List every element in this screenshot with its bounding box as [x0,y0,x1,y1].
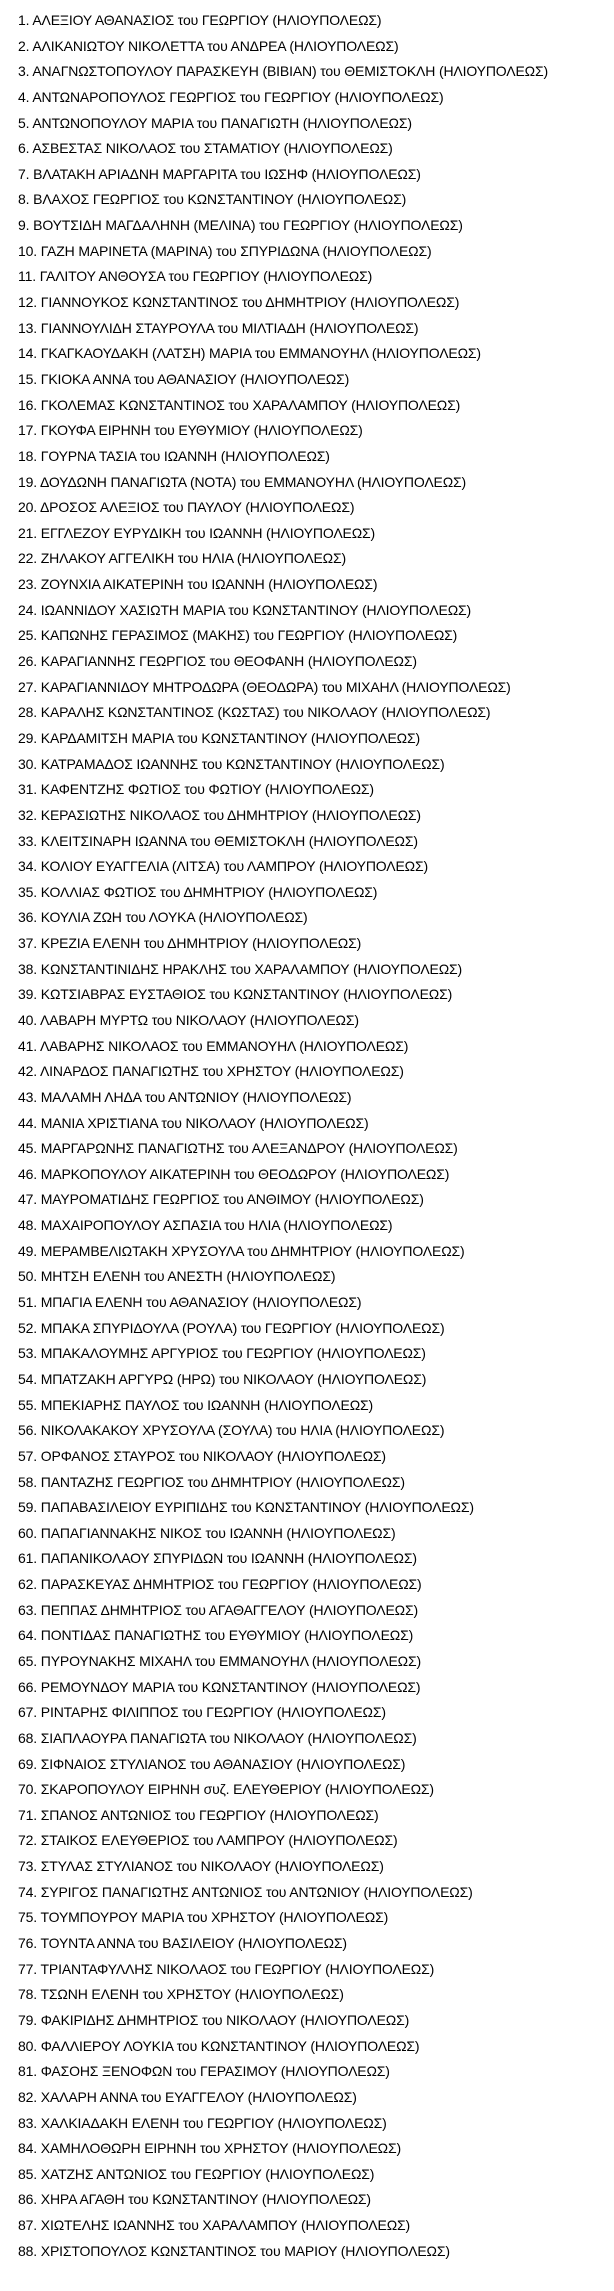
list-item [0,2111,614,2137]
list-item-number: 88. [18,2242,38,2259]
list-item-text: ΛΑΒΑΡΗΣ ΝΙΚΟΛΑΟΣ του ΕΜΜΑΝΟΥΗΛ (ΗΛΙΟΥΠΟΛΕΩΣ) [39,1037,409,1054]
list-item-text: ΤΟΥΝΤΑ ΑΝΝΑ του ΒΑΣΙΛΕΙΟΥ (ΗΛΙΟΥΠΟΛΕΩΣ) [40,1935,347,1952]
list-item-number: 83. [18,2114,38,2131]
list-item-number: 49. [18,1242,38,1259]
list-item-text: ΠΕΠΠΑΣ ΔΗΜΗΤΡΙΟΣ του ΑΓΑΘΑΓΓΕΛΟΥ (ΗΛΙΟΥΠΟΛΕΩΣ) [40,1601,419,1618]
list-item [0,1675,614,1701]
list-item-number: 1. [18,12,30,28]
list-item-number: 78. [18,1986,38,2003]
list-item-text: ΦΑΣΟΗΣ ΞΕΝΟΦΩΝ του ΓΕΡΑΣΙΜΟΥ (ΗΛΙΟΥΠΟΛΕΩΣ) [40,2063,390,2080]
list-item [0,239,614,265]
list-item [0,598,614,624]
list-item-number: 16. [18,396,38,413]
list-item-number: 43. [18,1088,38,1105]
list-item-text: ΖΗΛΑΚΟΥ ΑΓΓΕΛΙΚΗ του ΗΛΙΑ (ΗΛΙΟΥΠΟΛΕΩΣ) [40,550,346,567]
list-item [0,1187,614,1213]
list-item-number: 44. [18,1114,38,1131]
list-item-text: ΜΕΡΑΜΒΕΛΙΩΤΑΚΗ ΧΡΥΣΟΥΛΑ του ΔΗΜΗΤΡΙΟΥ (ΗΛΙΟΥΠΟΛΕΩΣ) [40,1242,465,1259]
list-item [0,829,614,855]
list-item-number: 36. [18,909,38,926]
list-item [0,777,614,803]
list-item-text: ΧΑΛΑΡΗ ΑΝΝΑ του ΕΥΑΓΓΕΛΟΥ (ΗΛΙΟΥΠΟΛΕΩΣ) [40,2088,357,2105]
list-item [0,931,614,957]
list-item [0,316,614,342]
list-item-text: ΤΟΥΜΠΟΥΡΟΥ ΜΑΡΙΑ του ΧΡΗΣΤΟΥ (ΗΛΙΟΥΠΟΛΕΩΣ) [40,1909,389,1926]
list-item-text: ΧΑΜΗΛΟΘΩΡΗ ΕΙΡΗΝΗ του ΧΡΗΣΤΟΥ (ΗΛΙΟΥΠΟΛΕΩΣ) [40,2140,402,2157]
list-item-number: 85. [18,2165,38,2182]
list-item-number: 74. [18,1883,38,1900]
list-item-number: 10. [18,242,38,259]
list-item [0,470,614,496]
list-item [0,1213,614,1239]
list-item [0,1444,614,1470]
list-item-number: 23. [18,576,38,593]
list-item-number: 64. [18,1627,38,1644]
list-item-number: 76. [18,1935,38,1952]
list-item-text: ΚΟΥΛΙΑ ΖΩΗ του ΛΟΥΚΑ (ΗΛΙΟΥΠΟΛΕΩΣ) [40,909,308,926]
list-item-text: ΚΑΡΑΛΗΣ ΚΩΝΣΤΑΝΤΙΝΟΣ (ΚΩΣΤΑΣ) του ΝΙΚΟΛΑΟΥ (ΗΛΙΟΥΠΟΛΕΩΣ) [40,704,491,721]
list-item-number: 40. [18,1011,38,1028]
list-item-text: ΑΛΕΞΙΟΥ ΑΘΑΝΑΣΙΟΣ του ΓΕΩΡΓΙΟΥ (ΗΛΙΟΥΠΟΛΕΩΣ) [32,12,382,28]
list-item [0,957,614,983]
list-item [0,2187,614,2213]
list-item-text: ΧΑΛΚΙΑΔΑΚΗ ΕΛΕΝΗ του ΓΕΩΡΓΙΟΥ (ΗΛΙΟΥΠΟΛΕΩΣ) [40,2114,387,2131]
list-item [0,495,614,521]
list-item-number: 47. [18,1191,38,1208]
list-item [0,1854,614,1880]
list-item-number: 26. [18,653,38,670]
list-item [0,1957,614,1983]
list-item-text: ΧΗΡΑ ΑΓΑΘΗ του ΚΩΝΣΤΑΝΤΙΝΟΥ (ΗΛΙΟΥΠΟΛΕΩΣ) [40,2191,371,2208]
list-item-text: ΧΙΩΤΕΛΗΣ ΙΩΑΝΝΗΣ του ΧΑΡΑΛΑΜΠΟΥ (ΗΛΙΟΥΠΟΛΕΩΣ) [40,2217,411,2234]
list-item-text: ΜΑΧΑΙΡΟΠΟΥΛΟΥ ΑΣΠΑΣΙΑ του ΗΛΙΑ (ΗΛΙΟΥΠΟΛΕΩΣ) [40,1217,393,1234]
list-item-text: ΓΙΑΝΝΟΥΚΟΣ ΚΩΝΣΤΑΝΤΙΝΟΣ του ΔΗΜΗΤΡΙΟΥ (ΗΛΙΟΥΠΟΛΕΩΣ) [40,294,460,311]
list-item-number: 6. [18,140,30,157]
list-item-text: ΣΚΑΡΟΠΟΥΛΟΥ ΕΙΡΗΝΗ συζ. ΕΛΕΥΘΕΡΙΟΥ (ΗΛΙΟΥΠΟΛΕΩΣ) [40,1781,434,1798]
list-item-text: ΒΛΑΧΟΣ ΓΕΩΡΓΙΟΣ του ΚΩΝΣΤΑΝΤΙΝΟΥ (ΗΛΙΟΥΠΟΛΕΩΣ) [33,191,407,208]
list-item-text: ΚΑΤΡΑΜΑΔΟΣ ΙΩΑΝΝΗΣ του ΚΩΝΣΤΑΝΤΙΝΟΥ (ΗΛΙΟΥΠΟΛΕΩΣ) [40,755,445,772]
list-item-number: 69. [18,1755,38,1772]
list-item-text: ΣΥΡΙΓΟΣ ΠΑΝΑΓΙΩΤΗΣ ΑΝΤΩΝΙΟΣ του ΑΝΤΩΝΙΟΥ (ΗΛΙΟΥΠΟΛΕΩΣ) [40,1883,473,1900]
list-item-number: 5. [18,114,30,131]
list-item [0,726,614,752]
list-item [0,1008,614,1034]
list-item-text: ΚΑΡΑΓΙΑΝΝΗΣ ΓΕΩΡΓΙΟΣ του ΘΕΟΦΑΝΗ (ΗΛΙΟΥΠΟΛΕΩΣ) [40,653,417,670]
list-item-number: 42. [18,1063,38,1080]
list-item [0,1290,614,1316]
list-item-text: ΟΡΦΑΝΟΣ ΣΤΑΥΡΟΣ του ΝΙΚΟΛΑΟΥ (ΗΛΙΟΥΠΟΛΕΩΣ) [40,1447,386,1464]
list-item-text: ΛΙΝΑΡΔΟΣ ΠΑΝΑΓΙΩΤΗΣ του ΧΡΗΣΤΟΥ (ΗΛΙΟΥΠΟΛΕΩΣ) [39,1063,404,1080]
list-item [0,1803,614,1829]
list-item [0,982,614,1008]
list-item-number: 52. [18,1319,38,1336]
list-item-text: ΦΑΛΛΙΕΡΟΥ ΛΟΥΚΙΑ του ΚΩΝΣΤΑΝΤΙΝΟΥ (ΗΛΙΟΥΠΟΛΕΩΣ) [40,2037,420,2054]
list-item [0,1495,614,1521]
list-item [0,2034,614,2060]
candidate-list [0,8,614,2264]
list-item-number: 70. [18,1781,38,1798]
list-item-number: 50. [18,1268,38,1285]
list-item [0,649,614,675]
list-item-text: ΓΚΟΥΦΑ ΕΙΡΗΝΗ του ΕΥΘΥΜΙΟΥ (ΗΛΙΟΥΠΟΛΕΩΣ) [40,422,363,439]
list-item-number: 80. [18,2037,38,2054]
list-item-text: ΣΠΑΝΟΣ ΑΝΤΩΝΙΟΣ του ΓΕΩΡΓΙΟΥ (ΗΛΙΟΥΠΟΛΕΩΣ) [40,1806,379,1823]
list-item [0,1598,614,1624]
list-item-text: ΜΠΑΓΙΑ ΕΛΕΝΗ του ΑΘΑΝΑΣΙΟΥ (ΗΛΙΟΥΠΟΛΕΩΣ) [40,1294,362,1311]
list-item [0,34,614,60]
list-item [0,1034,614,1060]
list-item-text: ΚΛΕΙΤΣΙΝΑΡΗ ΙΩΑΝΝΑ του ΘΕΜΙΣΤΟΚΛΗ (ΗΛΙΟΥΠΟΛΕΩΣ) [40,832,418,849]
list-item-number: 73. [18,1858,38,1875]
list-item-number: 7. [18,165,30,182]
list-item-text: ΓΙΑΝΝΟΥΛΙΔΗ ΣΤΑΥΡΟΥΛΑ του ΜΙΛΤΙΑΔΗ (ΗΛΙΟΥΠΟΛΕΩΣ) [40,319,419,336]
list-item-number: 62. [18,1576,38,1593]
list-item [0,418,614,444]
list-item [0,2059,614,2085]
list-item [0,1572,614,1598]
list-item-number: 33. [18,832,38,849]
list-item [0,1982,614,2008]
list-item-text: ΠΑΠΑΒΑΣΙΛΕΙΟΥ ΕΥΡΙΠΙΔΗΣ του ΚΩΝΣΤΑΝΤΙΝΟΥ (ΗΛΙΟΥΠΟΛΕΩΣ) [40,1499,474,1516]
list-item [0,1111,614,1137]
list-item [0,546,614,572]
list-item-text: ΚΑΠΩΝΗΣ ΓΕΡΑΣΙΜΟΣ (ΜΑΚΗΣ) του ΓΕΩΡΓΙΟΥ (ΗΛΙΟΥΠΟΛΕΩΣ) [40,627,458,644]
list-item [0,1470,614,1496]
list-item [0,521,614,547]
list-item-text: ΦΑΚΙΡΙΔΗΣ ΔΗΜΗΤΡΙΟΣ του ΝΙΚΟΛΑΟΥ (ΗΛΙΟΥΠΟΛΕΩΣ) [40,2011,410,2028]
list-item-number: 54. [18,1370,38,1387]
list-item [0,2008,614,2034]
list-item-number: 65. [18,1653,38,1669]
list-item [0,1264,614,1290]
list-item-text: ΒΟΥΤΣΙΔΗ ΜΑΓΔΑΛΗΝΗ (ΜΕΛΙΝΑ) του ΓΕΩΡΓΙΟΥ (ΗΛΙΟΥΠΟΛΕΩΣ) [33,217,463,234]
list-item [0,444,614,470]
list-item-number: 37. [18,935,38,952]
list-item-text: ΓΚΙΟΚΑ ΑΝΝΑ του ΑΘΑΝΑΣΙΟΥ (ΗΛΙΟΥΠΟΛΕΩΣ) [40,370,350,387]
list-item [0,1880,614,1906]
list-item-text: ΚΑΡΔΑΜΙΤΣΗ ΜΑΡΙΑ του ΚΩΝΣΤΑΝΤΙΝΟΥ (ΗΛΙΟΥΠΟΛΕΩΣ) [40,729,420,746]
list-item [0,393,614,419]
list-item-number: 24. [18,601,38,618]
list-item-number: 48. [18,1217,38,1234]
list-item [0,1393,614,1419]
list-item-text: ΙΩΑΝΝΙΔΟΥ ΧΑΣΙΩΤΗ ΜΑΡΙΑ του ΚΩΝΣΤΑΝΤΙΝΟΥ (ΗΛΙΟΥΠΟΛΕΩΣ) [40,601,472,618]
list-item [0,752,614,778]
list-item-text: ΚΑΡΑΓΙΑΝΝΙΔΟΥ ΜΗΤΡΟΔΩΡΑ (ΘΕΟΔΩΡΑ) του ΜΙΧΑΗΛ (ΗΛΙΟΥΠΟΛΕΩΣ) [40,678,511,695]
list-item-text: ΑΝΤΩΝΑΡΟΠΟΥΛΟΣ ΓΕΩΡΓΙΟΣ του ΓΕΩΡΓΙΟΥ (ΗΛΙΟΥΠΟΛΕΩΣ) [32,88,444,105]
list-item-text: ΡΕΜΟΥΝΔΟΥ ΜΑΡΙΑ του ΚΩΝΣΤΑΝΤΙΝΟΥ (ΗΛΙΟΥΠΟΛΕΩΣ) [40,1678,421,1695]
list-item-number: 41. [18,1037,38,1054]
list-item-text: ΓΚΑΓΚΑΟΥΔΑΚΗ (ΛΑΤΣΗ) ΜΑΡΙΑ του ΕΜΜΑΝΟΥΗΛ (ΗΛΙΟΥΠΟΛΕΩΣ) [40,345,481,362]
list-item-number: 3. [18,63,30,80]
list-item-text: ΠΑΝΤΑΖΗΣ ΓΕΩΡΓΙΟΣ του ΔΗΜΗΤΡΙΟΥ (ΗΛΙΟΥΠΟΛΕΩΣ) [40,1473,405,1490]
list-item-text: ΠΑΠΑΝΙΚΟΛΑΟΥ ΣΠΥΡΙΔΩΝ του ΙΩΑΝΝΗ (ΗΛΙΟΥΠΟΛΕΩΣ) [40,1550,417,1567]
list-item-text: ΜΑΛΑΜΗ ΛΗΔΑ του ΑΝΤΩΝΙΟΥ (ΗΛΙΟΥΠΟΛΕΩΣ) [40,1088,352,1105]
list-item-number: 27. [18,678,38,695]
list-item [0,1623,614,1649]
list-item-number: 9. [18,217,30,234]
list-item-number: 61. [18,1550,38,1567]
list-item-text: ΓΟΥΡΝΑ ΤΑΣΙΑ του ΙΩΑΝΝΗ (ΗΛΙΟΥΠΟΛΕΩΣ) [40,447,330,464]
list-item-text: ΠΑΠΑΓΙΑΝΝΑΚΗΣ ΝΙΚΟΣ του ΙΩΑΝΝΗ (ΗΛΙΟΥΠΟΛΕΩΣ) [40,1524,396,1541]
list-item-text: ΣΙΦΝΑΙΟΣ ΣΤΥΛΙΑΝΟΣ του ΑΘΑΝΑΣΙΟΥ (ΗΛΙΟΥΠΟΛΕΩΣ) [40,1755,406,1772]
list-item-number: 45. [18,1140,38,1157]
list-item-number: 32. [18,806,38,823]
list-item-number: 53. [18,1345,38,1362]
list-item-text: ΣΤΑΙΚΟΣ ΕΛΕΥΘΕΡΙΟΣ του ΛΑΜΠΡΟΥ (ΗΛΙΟΥΠΟΛΕΩΣ) [40,1832,398,1849]
list-item-number: 75. [18,1909,38,1926]
list-item-text: ΜΑΡΚΟΠΟΥΛΟΥ ΑΙΚΑΤΕΡΙΝΗ του ΘΕΟΔΩΡΟΥ (ΗΛΙΟΥΠΟΛΕΩΣ) [40,1165,450,1182]
list-item-number: 55. [18,1396,38,1413]
list-item-number: 22. [18,550,38,567]
list-item-number: 17. [18,422,38,439]
list-item [0,623,614,649]
list-item-text: ΚΑΦΕΝΤΖΗΣ ΦΩΤΙΟΣ του ΦΩΤΙΟΥ (ΗΛΙΟΥΠΟΛΕΩΣ) [40,781,374,798]
list-item-text: ΚΩΤΣΙΑΒΡΑΣ ΕΥΣΤΑΘΙΟΣ του ΚΩΝΣΤΑΝΤΙΝΟΥ (ΗΛΙΟΥΠΟΛΕΩΣ) [40,986,453,1003]
list-item-text: ΜΠΑΚΑ ΣΠΥΡΙΔΟΥΛΑ (ΡΟΥΛΑ) του ΓΕΩΡΓΙΟΥ (ΗΛΙΟΥΠΟΛΕΩΣ) [40,1319,445,1336]
list-item-number: 25. [18,627,38,644]
list-item [0,1649,614,1675]
list-item-text: ΚΩΝΣΤΑΝΤΙΝΙΔΗΣ ΗΡΑΚΛΗΣ του ΧΑΡΑΛΑΜΠΟΥ (ΗΛΙΟΥΠΟΛΕΩΣ) [40,960,463,977]
list-item-number: 46. [18,1165,38,1182]
list-item-number: 72. [18,1832,38,1849]
list-item-number: 58. [18,1473,38,1490]
list-item [0,2239,614,2265]
list-item-number: 79. [18,2011,38,2028]
list-item-text: ΑΝΤΩΝΟΠΟΥΛΟΥ ΜΑΡΙΑ του ΠΑΝΑΓΙΩΤΗ (ΗΛΙΟΥΠΟΛΕΩΣ) [32,114,412,131]
list-item-number: 19. [18,473,38,490]
list-item [0,880,614,906]
list-item-text: ΠΑΡΑΣΚΕΥΑΣ ΔΗΜΗΤΡΙΟΣ του ΓΕΩΡΓΙΟΥ (ΗΛΙΟΥΠΟΛΕΩΣ) [40,1576,422,1593]
list-item-text: ΧΑΤΖΗΣ ΑΝΤΩΝΙΟΣ του ΓΕΩΡΓΙΟΥ (ΗΛΙΟΥΠΟΛΕΩΣ) [40,2165,375,2182]
list-item [0,1085,614,1111]
list-item [0,2085,614,2111]
list-item-text: ΡΙΝΤΑΡΗΣ ΦΙΛΙΠΠΟΣ του ΓΕΩΡΓΙΟΥ (ΗΛΙΟΥΠΟΛΕΩΣ) [40,1704,386,1721]
list-item-number: 86. [18,2191,38,2208]
list-item-text: ΠΟΝΤΙΔΑΣ ΠΑΝΑΓΙΩΤΗΣ του ΕΥΘΥΜΙΟΥ (ΗΛΙΟΥΠΟΛΕΩΣ) [40,1627,414,1644]
list-item-number: 35. [18,883,38,900]
list-item-number: 12. [18,294,38,311]
list-item-text: ΚΟΛΛΙΑΣ ΦΩΤΙΟΣ του ΔΗΜΗΤΡΙΟΥ (ΗΛΙΟΥΠΟΛΕΩΣ) [40,883,378,900]
list-item [0,1931,614,1957]
list-item-text: ΣΙΑΠΛΑΟΥΡΑ ΠΑΝΑΓΙΩΤΑ του ΝΙΚΟΛΑΟΥ (ΗΛΙΟΥΠΟΛΕΩΣ) [40,1729,417,1746]
list-item-text: ΓΑΛΙΤΟΥ ΑΝΘΟΥΣΑ του ΓΕΩΡΓΙΟΥ (ΗΛΙΟΥΠΟΛΕΩΣ) [39,268,373,285]
list-item-text: ΜΗΤΣΗ ΕΛΕΝΗ του ΑΝΕΣΤΗ (ΗΛΙΟΥΠΟΛΕΩΣ) [40,1268,336,1285]
list-item-text: ΜΑΝΙΑ ΧΡΙΣΤΙΑΝΑ του ΝΙΚΟΛΑΟΥ (ΗΛΙΟΥΠΟΛΕΩΣ) [40,1114,369,1131]
list-item-number: 81. [18,2063,38,2080]
list-item [0,8,614,34]
list-item [0,290,614,316]
list-item-number: 51. [18,1294,38,1311]
list-item-number: 82. [18,2088,38,2105]
list-item-number: 68. [18,1729,38,1746]
list-item [0,803,614,829]
list-item [0,187,614,213]
list-item-number: 8. [18,191,30,208]
list-item [0,854,614,880]
list-item [0,1367,614,1393]
list-item-text: ΒΛΑΤΑΚΗ ΑΡΙΑΔΝΗ ΜΑΡΓΑΡΙΤΑ του ΙΩΣΗΦ (ΗΛΙΟΥΠΟΛΕΩΣ) [33,165,421,182]
list-item-text: ΜΠΕΚΙΑΡΗΣ ΠΑΥΛΟΣ του ΙΩΑΝΝΗ (ΗΛΙΟΥΠΟΛΕΩΣ) [40,1396,374,1413]
list-item-text: ΜΠΑΚΑΛΟΥΜΗΣ ΑΡΓΥΡΙΟΣ του ΓΕΩΡΓΙΟΥ (ΗΛΙΟΥΠΟΛΕΩΣ) [40,1345,426,1362]
list-item-number: 4. [18,88,30,105]
list-item-text: ΤΡΙΑΝΤΑΦΥΛΛΗΣ ΝΙΚΟΛΑΟΣ του ΓΕΩΡΓΙΟΥ (ΗΛΙΟΥΠΟΛΕΩΣ) [40,1960,435,1977]
list-item-number: 67. [18,1704,38,1721]
list-item [0,1752,614,1778]
list-item-text: ΣΤΥΛΑΣ ΣΤΥΛΙΑΝΟΣ του ΝΙΚΟΛΑΟΥ (ΗΛΙΟΥΠΟΛΕΩΣ) [40,1858,384,1875]
list-item [0,1777,614,1803]
list-item-text: ΑΝΑΓΝΩΣΤΟΠΟΥΛΟΥ ΠΑΡΑΣΚΕΥΗ (ΒΙΒΙΑΝ) του ΘΕΜΙΣΤΟΚΛΗ (ΗΛΙΟΥΠΟΛΕΩΣ) [32,63,548,80]
list-item-number: 31. [18,781,38,798]
list-item-number: 21. [18,524,38,541]
list-item-number: 60. [18,1524,38,1541]
list-item-text: ΚΕΡΑΣΙΩΤΗΣ ΝΙΚΟΛΑΟΣ του ΔΗΜΗΤΡΙΟΥ (ΗΛΙΟΥΠΟΛΕΩΣ) [40,806,421,823]
list-item-text: ΧΡΙΣΤΟΠΟΥΛΟΣ ΚΩΝΣΤΑΝΤΙΝΟΣ του ΜΑΡΙΟΥ (ΗΛΙΟΥΠΟΛΕΩΣ) [40,2242,450,2259]
list-item-number: 28. [18,704,38,721]
list-item-text: ΜΑΥΡΟΜΑΤΙΔΗΣ ΓΕΩΡΓΙΟΣ του ΑΝΘΙΜΟΥ (ΗΛΙΟΥΠΟΛΕΩΣ) [40,1191,424,1208]
list-item [0,1828,614,1854]
list-item-number: 11. [18,268,36,285]
list-item-number: 59. [18,1499,38,1516]
list-item-number: 2. [18,37,30,54]
list-item [0,367,614,393]
list-item-number: 15. [18,370,38,387]
list-item-text: ΑΛΙΚΑΝΙΩΤΟΥ ΝΙΚΟΛΕΤΤΑ του ΑΝΔΡΕΑ (ΗΛΙΟΥΠΟΛΕΩΣ) [32,37,399,54]
list-item [0,1239,614,1265]
list-item [0,2162,614,2188]
list-item-text: ΑΣΒΕΣΤΑΣ ΝΙΚΟΛΑΟΣ του ΣΤΑΜΑΤΙΟΥ (ΗΛΙΟΥΠΟΛΕΩΣ) [32,140,393,157]
list-item-number: 18. [18,447,38,464]
list-item-text: ΔΟΥΔΩΝΗ ΠΑΝΑΓΙΩΤΑ (ΝΟΤΑ) του ΕΜΜΑΝΟΥΗΛ (ΗΛΙΟΥΠΟΛΕΩΣ) [39,473,467,490]
list-item-text: ΓΑΖΗ ΜΑΡΙΝΕΤΑ (ΜΑΡΙΝΑ) του ΣΠΥΡΙΔΩΝΑ (ΗΛΙΟΥΠΟΛΕΩΣ) [40,242,432,259]
list-item-text: ΚΟΛΙΟΥ ΕΥΑΓΓΕΛΙΑ (ΛΙΤΣΑ) του ΛΑΜΠΡΟΥ (ΗΛΙΟΥΠΟΛΕΩΣ) [40,858,429,875]
list-item [0,1059,614,1085]
list-item [0,111,614,137]
list-item-number: 63. [18,1601,38,1618]
list-item [0,1700,614,1726]
list-item-text: ΜΑΡΓΑΡΩΝΗΣ ΠΑΝΑΓΙΩΤΗΣ του ΑΛΕΞΑΝΔΡΟΥ (ΗΛΙΟΥΠΟΛΕΩΣ) [40,1140,458,1157]
list-item-text: ΓΚΟΛΕΜΑΣ ΚΩΝΣΤΑΝΤΙΝΟΣ του ΧΑΡΑΛΑΜΠΟΥ (ΗΛΙΟΥΠΟΛΕΩΣ) [40,396,461,413]
list-item [0,136,614,162]
list-item-number: 14. [18,345,38,362]
list-item [0,1905,614,1931]
list-item-text: ΛΑΒΑΡΗ ΜΥΡΤΩ του ΝΙΚΟΛΑΟΥ (ΗΛΙΟΥΠΟΛΕΩΣ) [39,1011,359,1028]
list-item [0,1162,614,1188]
list-item [0,2213,614,2239]
list-item-number: 84. [18,2140,38,2157]
list-item-number: 87. [18,2217,38,2234]
list-item-text: ΚΡΕΖΙΑ ΕΛΕΝΗ του ΔΗΜΗΤΡΙΟΥ (ΗΛΙΟΥΠΟΛΕΩΣ) [40,935,362,952]
list-item [0,1521,614,1547]
list-item [0,1726,614,1752]
list-item-number: 57. [18,1447,38,1464]
list-item-number: 34. [18,858,38,875]
list-item-text: ΤΣΩΝΗ ΕΛΕΝΗ του ΧΡΗΣΤΟΥ (ΗΛΙΟΥΠΟΛΕΩΣ) [40,1986,344,2003]
list-item-text: ΔΡΟΣΟΣ ΑΛΕΞΙΟΣ του ΠΑΥΛΟΥ (ΗΛΙΟΥΠΟΛΕΩΣ) [39,499,355,516]
list-item [0,572,614,598]
list-item-number: 29. [18,729,38,746]
list-item-number: 38. [18,960,38,977]
list-item-text: ΝΙΚΟΛΑΚΑΚΟΥ ΧΡΥΣΟΥΛΑ (ΣΟΥΛΑ) του ΗΛΙΑ (ΗΛΙΟΥΠΟΛΕΩΣ) [40,1422,445,1439]
list-item [0,1418,614,1444]
list-item [0,264,614,290]
list-item [0,1136,614,1162]
list-item-number: 71. [18,1806,38,1823]
list-item [0,905,614,931]
list-item-text: ΠΥΡΟΥΝΑΚΗΣ ΜΙΧΑΗΛ του ΕΜΜΑΝΟΥΗΛ (ΗΛΙΟΥΠΟΛΕΩΣ) [40,1653,421,1669]
list-item-number: 77. [18,1960,38,1977]
list-item [0,341,614,367]
list-item [0,700,614,726]
list-item [0,1341,614,1367]
list-item-number: 20. [18,499,38,516]
list-item [0,213,614,239]
list-item-number: 56. [18,1422,38,1439]
list-item-text: ΖΟΥΝΧΙΑ ΑΙΚΑΤΕΡΙΝΗ του ΙΩΑΝΝΗ (ΗΛΙΟΥΠΟΛΕΩΣ) [40,576,378,593]
list-item [0,1316,614,1342]
list-item [0,162,614,188]
list-item-text: ΕΓΓΛΕΖΟΥ ΕΥΡΥΔΙΚΗ του ΙΩΑΝΝΗ (ΗΛΙΟΥΠΟΛΕΩΣ) [40,524,376,541]
list-item-number: 30. [18,755,38,772]
list-item-number: 66. [18,1678,38,1695]
list-item [0,59,614,85]
list-item [0,2136,614,2162]
list-item [0,675,614,701]
list-item [0,85,614,111]
list-item-number: 39. [18,986,38,1003]
list-item-number: 13. [18,319,38,336]
list-item [0,1546,614,1572]
list-item-text: ΜΠΑΤΖΑΚΗ ΑΡΓΥΡΩ (ΗΡΩ) του ΝΙΚΟΛΑΟΥ (ΗΛΙΟΥΠΟΛΕΩΣ) [40,1370,427,1387]
